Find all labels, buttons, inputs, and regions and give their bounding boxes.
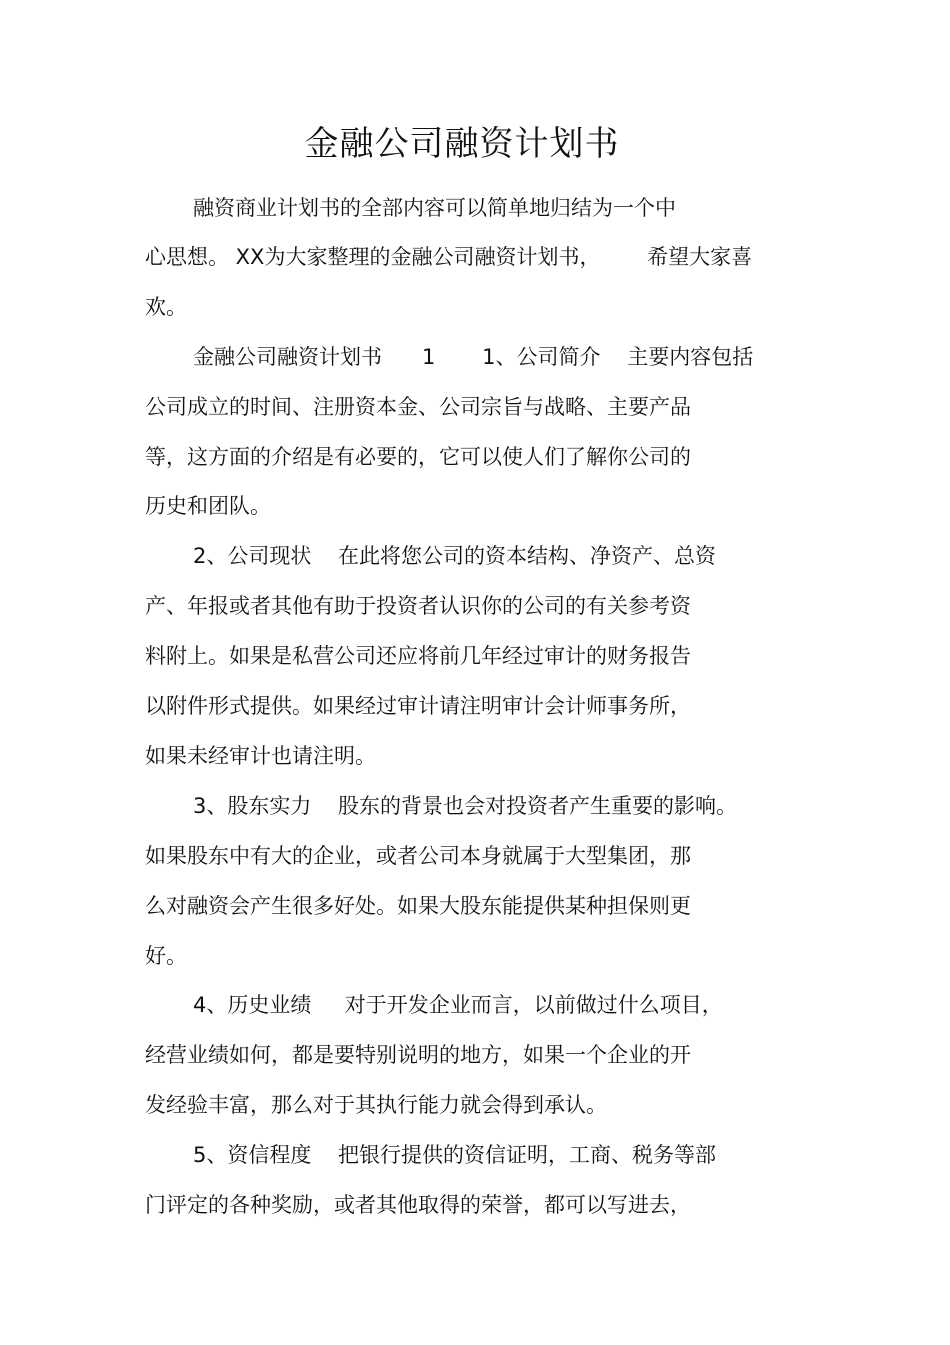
text-line: 2、公司现状 在此将您公司的资本结构、净资产、总资 — [193, 544, 717, 568]
text-line: 料附上。如果是私营公司还应将前几年经过审计的财务报告 — [145, 644, 691, 668]
text-line: 金融公司融资计划书 1 1、公司简介 主要内容包括 — [193, 345, 754, 369]
text-line: 5、资信程度 把银行提供的资信证明，工商、税务等部 — [193, 1143, 717, 1167]
text-line: 么对融资会产生很多好处。如果大股东能提供某种担保则更 — [145, 894, 691, 918]
text-line: 如果未经审计也请注明。 — [145, 744, 376, 768]
text-line: 发经验丰富，那么对于其执行能力就会得到承认。 — [145, 1093, 607, 1117]
text-line: 公司成立的时间、注册资本金、公司宗旨与战略、主要产品 — [145, 395, 691, 419]
text-line: 历史和团队。 — [145, 494, 271, 518]
text-line: 如果股东中有大的企业，或者公司本身就属于大型集团，那 — [145, 844, 691, 868]
text-line: 等，这方面的介绍是有必要的，它可以使人们了解你公司的 — [145, 445, 691, 469]
text-line: 3、股东实力 股东的背景也会对投资者产生重要的影响。 — [193, 794, 738, 818]
text-line: 产、年报或者其他有助于投资者认识你的公司的有关参考资 — [145, 594, 691, 618]
text-line: 欢。 — [145, 295, 187, 319]
text-line: 融资商业计划书的全部内容可以简单地归结为一个中 — [193, 196, 676, 220]
text-line: 好。 — [145, 944, 187, 968]
document-title: 金融公司融资计划书 — [304, 124, 620, 164]
text-line: 心思想。 XX为大家整理的金融公司融资计划书， 希望大家喜 — [145, 245, 753, 269]
text-line: 4、历史业绩 对于开发企业而言，以前做过什么项目， — [193, 993, 723, 1017]
text-line: 门评定的各种奖励，或者其他取得的荣誉，都可以写进去， — [145, 1193, 691, 1217]
text-line: 以附件形式提供。如果经过审计请注明审计会计师事务所， — [145, 694, 691, 718]
text-line: 经营业绩如何，都是要特别说明的地方，如果一个企业的开 — [145, 1043, 691, 1067]
